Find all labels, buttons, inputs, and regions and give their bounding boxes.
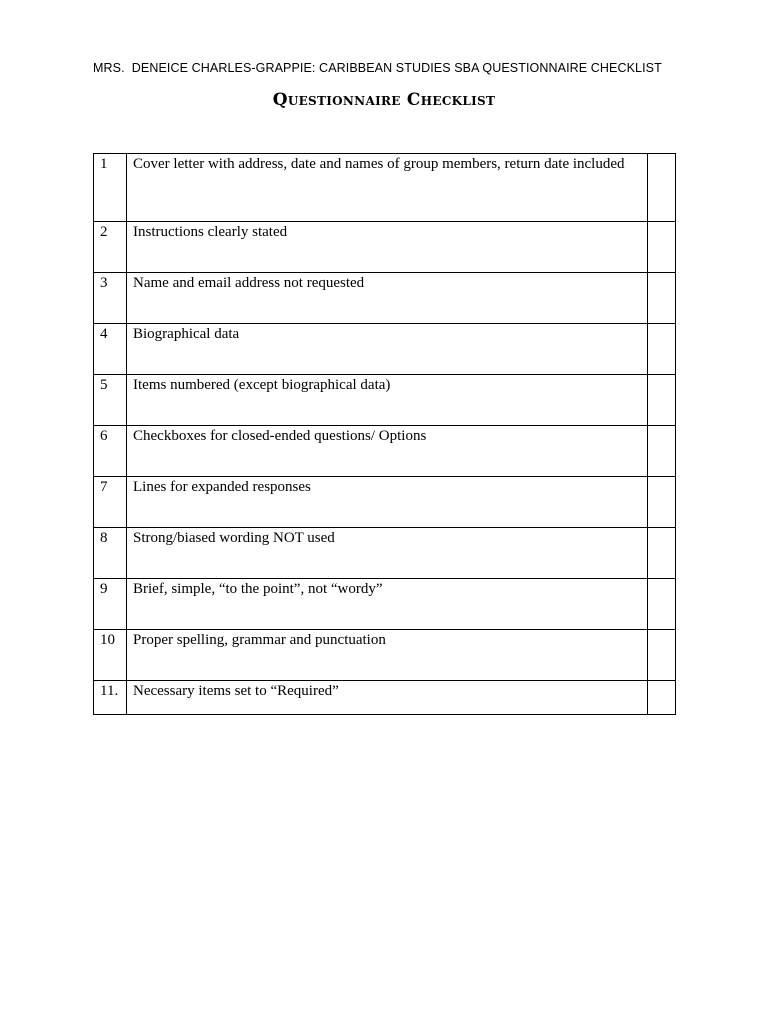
item-text: Necessary items set to “Required”	[127, 681, 648, 715]
item-number: 10	[94, 630, 127, 681]
document-header: MRS. DENEICE CHARLES-GRAPPIE: CARIBBEAN STUDIES SBA QUESTIONNAIRE CHECKLIST	[93, 61, 662, 75]
item-number: 6	[94, 426, 127, 477]
table-row	[94, 222, 676, 273]
item-number: 4	[94, 324, 127, 375]
table-row	[94, 375, 676, 426]
item-text: Instructions clearly stated	[127, 222, 648, 273]
item-text: Strong/biased wording NOT used	[127, 528, 648, 579]
table-row	[94, 477, 676, 528]
check-cell[interactable]	[648, 324, 676, 375]
check-cell[interactable]	[648, 477, 676, 528]
check-cell[interactable]	[648, 630, 676, 681]
check-cell[interactable]	[648, 154, 676, 222]
table-row	[94, 681, 676, 715]
item-number: 2	[94, 222, 127, 273]
item-text: Items numbered (except biographical data)	[127, 375, 648, 426]
item-text: Biographical data	[127, 324, 648, 375]
check-cell[interactable]	[648, 426, 676, 477]
item-text: Checkboxes for closed-ended questions/ Options	[127, 426, 648, 477]
check-cell[interactable]	[648, 681, 676, 715]
table-row	[94, 579, 676, 630]
page-title: Questionnaire Checklist	[272, 90, 496, 110]
item-number: 5	[94, 375, 127, 426]
item-number: 8	[94, 528, 127, 579]
item-text: Brief, simple, “to the point”, not “wordy”	[127, 579, 648, 630]
item-number: 9	[94, 579, 127, 630]
item-number: 3	[94, 273, 127, 324]
item-number: 11.	[94, 681, 127, 715]
check-cell[interactable]	[648, 375, 676, 426]
item-text: Proper spelling, grammar and punctuation	[127, 630, 648, 681]
item-text: Name and email address not requested	[127, 273, 648, 324]
table-row	[94, 324, 676, 375]
table-row	[94, 630, 676, 681]
table-row	[94, 154, 676, 222]
check-cell[interactable]	[648, 579, 676, 630]
table-row	[94, 528, 676, 579]
check-cell[interactable]	[648, 273, 676, 324]
table-row	[94, 273, 676, 324]
item-text: Cover letter with address, date and names of group members, return date included	[127, 154, 648, 222]
check-cell[interactable]	[648, 528, 676, 579]
checklist-table	[93, 153, 676, 715]
check-cell[interactable]	[648, 222, 676, 273]
table-row	[94, 426, 676, 477]
item-text: Lines for expanded responses	[127, 477, 648, 528]
item-number: 7	[94, 477, 127, 528]
item-number: 1	[94, 154, 127, 222]
